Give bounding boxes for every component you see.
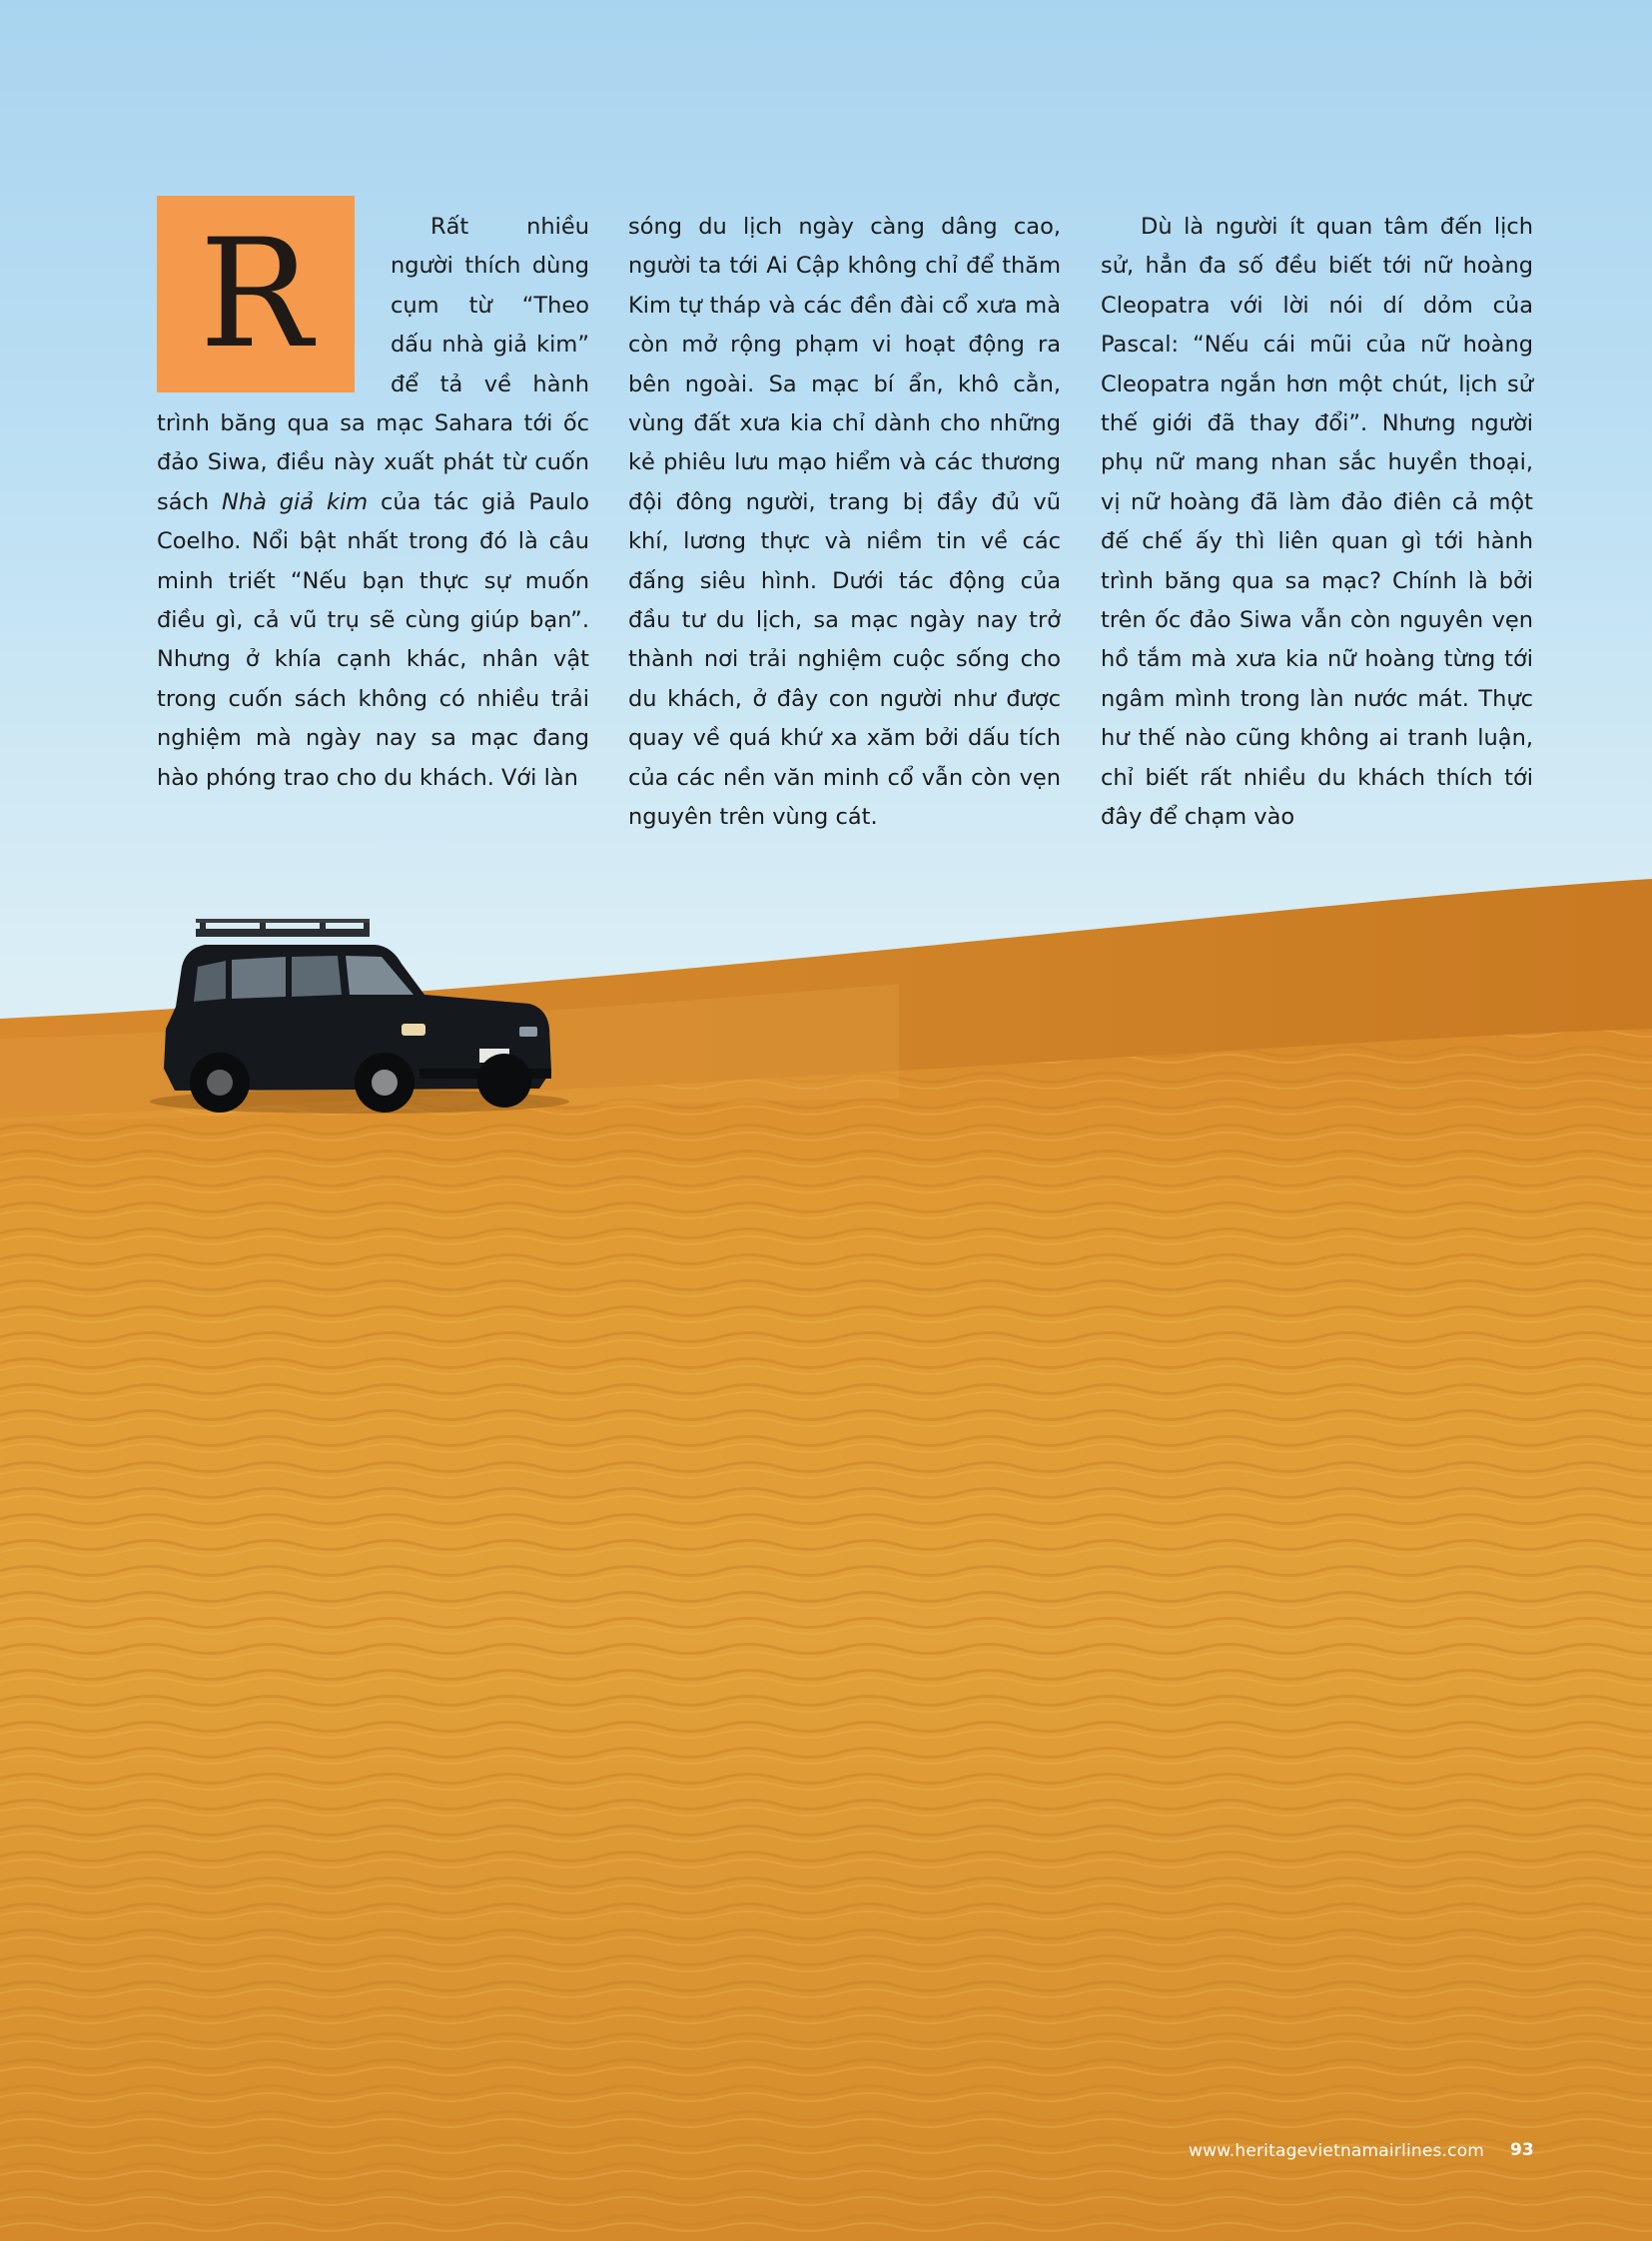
website-url: www.heritagevietnamairlines.com	[1189, 2141, 1485, 2161]
article-column-3	[1101, 208, 1533, 838]
article-column-1	[157, 208, 589, 798]
jeep-vehicle	[150, 919, 569, 1114]
column-2-text: sóng du lịch ngày càng dâng cao, người ta tới Ai Cập không chỉ để thăm Kim tự tháp và các đền đài cổ xưa mà còn mở rộng phạm vi hoạt động ra bên ngoài. Sa mạc bí ẩn, khô cằn, vùng đất xưa kia chỉ dành cho những kẻ phiêu lưu mạo hiểm và các thương đội đông người, trang bị đầy đủ vũ khí, lương thực và niềm tin về các đấng siêu hình. Dưới tác động của đầu tư du lịch, sa mạc ngày nay trở thành nơi trải nghiệm cuộc sống cho du khách, ở đây con người như được quay về quá khứ xa xăm bởi dấu tích của các nền văn minh cổ vẫn còn vẹn nguyên trên vùng cát.	[628, 214, 1061, 831]
column-3-text: Dù là người ít quan tâm đến lịch sử, hẳn đa số đều biết tới nữ hoàng Cleopatra với lời nói dí dỏm của Pascal: “Nếu cái mũi của nữ hoàng Cleopatra ngắn hơn một chút, lịch sử thế giới đã thay đổi”. Nhưng người phụ nữ mang nhan sắc huyền thoại, vị nữ hoàng đã làm đảo điên cả một đế chế ấy thì liên quan gì tới hành trình băng qua sa mạc? Chính là bởi trên ốc đảo Siwa vẫn còn nguyên vẹn hồ tắm mà xưa kia nữ hoàng từng tới ngâm mình trong làn nước mát. Thực hư thế nào cũng không ai tranh luận, chỉ biết rất nhiều du khách thích tới đây để chạm vào	[1101, 214, 1533, 831]
article-column-2	[628, 208, 1061, 838]
page-number: 93	[1510, 2140, 1534, 2160]
column-1-text: Rất nhiều người thích dùng cụm từ “Theo dấu nhà giả kim” để tả về hành trình băng qua sa mạc Sahara tới ốc đảo Siwa, điều này xuất phát từ cuốn sách	[157, 214, 589, 515]
column-1-text-continued: của tác giả Paulo Coelho. Nổi bật nhất trong đó là câu minh triết “Nếu bạn thực sự muốn điều gì, cả vũ trụ sẽ cùng giúp bạn”. Nhưng ở khía cạnh khác, nhân vật trong cuốn sách không có nhiều trải nghiệm mà ngày nay sa mạc đang hào phóng trao cho du khách. Với làn	[157, 488, 589, 791]
book-title-italic: Nhà giả kim	[222, 488, 369, 515]
dropcap: R	[157, 196, 355, 392]
